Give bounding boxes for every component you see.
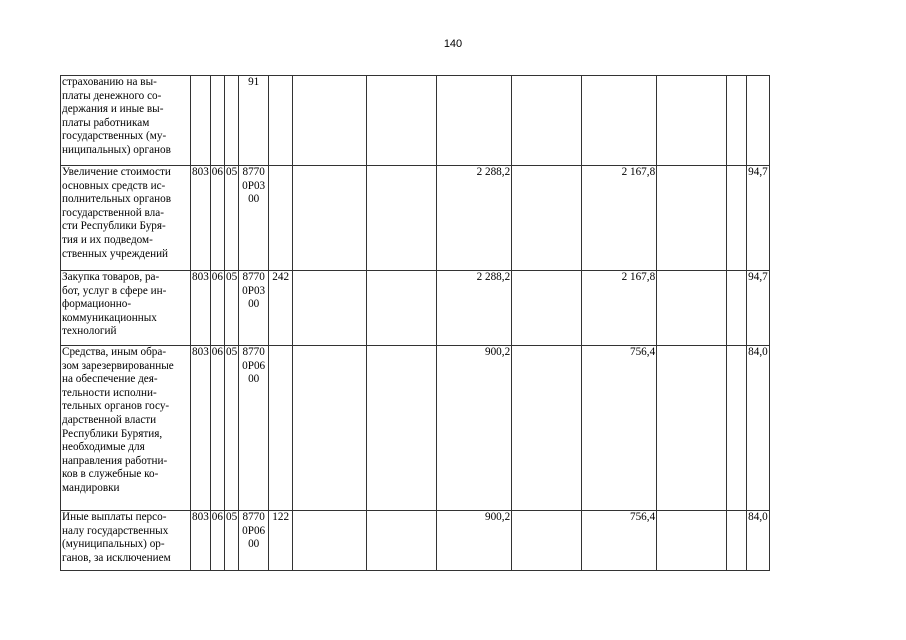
value-cell-10 bbox=[512, 76, 582, 166]
expense-type-cell bbox=[269, 166, 293, 271]
expense-type-cell: 122 bbox=[269, 511, 293, 571]
value-cell-10 bbox=[512, 511, 582, 571]
plan-amount-cell: 2 288,2 bbox=[437, 271, 512, 346]
target-article-cell: 8770 0Р06 00 bbox=[239, 346, 269, 511]
target-article-cell: 8770 0Р03 00 bbox=[239, 271, 269, 346]
expense-type-cell: 242 bbox=[269, 271, 293, 346]
target-article-cell: 8770 0Р03 00 bbox=[239, 166, 269, 271]
actual-amount-cell: 756,4 bbox=[582, 511, 657, 571]
section-cell: 06 bbox=[210, 271, 224, 346]
value-cell-13 bbox=[727, 346, 747, 511]
subsection-cell: 05 bbox=[224, 166, 238, 271]
execution-percent-cell: 94,7 bbox=[747, 271, 770, 346]
ministry-code-cell: 803 bbox=[191, 166, 211, 271]
value-cell-7 bbox=[293, 271, 367, 346]
table-row bbox=[61, 166, 770, 271]
name-cell: Увеличение стоимости основных средств ис- полнительных органов государственной вла- сти Республики Буря- тия и их подведом- ственных учреждений bbox=[61, 166, 191, 271]
value-cell-12 bbox=[657, 76, 727, 166]
name-cell: страхованию на вы- платы денежного со- держания и иные вы- платы работникам государственных (му- ниципальных) органов bbox=[61, 76, 191, 166]
budget-table bbox=[60, 75, 770, 571]
table-row bbox=[61, 271, 770, 346]
table-row bbox=[61, 346, 770, 511]
value-cell-8 bbox=[367, 271, 437, 346]
value-cell-10 bbox=[512, 346, 582, 511]
table-row bbox=[61, 511, 770, 571]
execution-percent-cell: 84,0 bbox=[747, 346, 770, 511]
value-cell-12 bbox=[657, 166, 727, 271]
plan-amount-cell: 900,2 bbox=[437, 511, 512, 571]
value-cell-8 bbox=[367, 511, 437, 571]
value-cell-7 bbox=[293, 166, 367, 271]
plan-amount-cell: 2 288,2 bbox=[437, 166, 512, 271]
ministry-code-cell: 803 bbox=[191, 271, 211, 346]
actual-amount-cell: 2 167,8 bbox=[582, 271, 657, 346]
actual-amount-cell: 756,4 bbox=[582, 346, 657, 511]
name-cell: Иные выплаты персо- налу государственных (муниципальных) ор- ганов, за исключением bbox=[61, 511, 191, 571]
ministry-code-cell: 803 bbox=[191, 511, 211, 571]
subsection-cell bbox=[224, 76, 238, 166]
section-cell bbox=[210, 76, 224, 166]
execution-percent-cell: 84,0 bbox=[747, 511, 770, 571]
plan-amount-cell bbox=[437, 76, 512, 166]
expense-type-cell bbox=[269, 76, 293, 166]
value-cell-7 bbox=[293, 346, 367, 511]
value-cell-7 bbox=[293, 511, 367, 571]
subsection-cell: 05 bbox=[224, 346, 238, 511]
target-article-cell: 91 bbox=[239, 76, 269, 166]
table-row bbox=[61, 76, 770, 166]
section-cell: 06 bbox=[210, 166, 224, 271]
subsection-cell: 05 bbox=[224, 271, 238, 346]
target-article-cell: 8770 0Р06 00 bbox=[239, 511, 269, 571]
value-cell-13 bbox=[727, 271, 747, 346]
value-cell-10 bbox=[512, 271, 582, 346]
value-cell-7 bbox=[293, 76, 367, 166]
page-number: 140 bbox=[443, 38, 463, 50]
value-cell-8 bbox=[367, 166, 437, 271]
value-cell-12 bbox=[657, 346, 727, 511]
execution-percent-cell bbox=[747, 76, 770, 166]
ministry-code-cell: 803 bbox=[191, 346, 211, 511]
value-cell-13 bbox=[727, 76, 747, 166]
ministry-code-cell bbox=[191, 76, 211, 166]
value-cell-13 bbox=[727, 511, 747, 571]
name-cell: Средства, иным обра- зом зарезервированные на обеспечение дея- тельности исполни- тельных органов госу- дарственной власти Республики Бурятия, необходимые для направления работни- ков в служебные ко- мандировки bbox=[61, 346, 191, 511]
value-cell-8 bbox=[367, 76, 437, 166]
plan-amount-cell: 900,2 bbox=[437, 346, 512, 511]
actual-amount-cell: 2 167,8 bbox=[582, 166, 657, 271]
actual-amount-cell bbox=[582, 76, 657, 166]
name-cell: Закупка товаров, ра- бот, услуг в сфере ин- формационно- коммуникационных технологий bbox=[61, 271, 191, 346]
section-cell: 06 bbox=[210, 511, 224, 571]
expense-type-cell bbox=[269, 346, 293, 511]
section-cell: 06 bbox=[210, 346, 224, 511]
value-cell-13 bbox=[727, 166, 747, 271]
value-cell-12 bbox=[657, 271, 727, 346]
value-cell-10 bbox=[512, 166, 582, 271]
value-cell-8 bbox=[367, 346, 437, 511]
execution-percent-cell: 94,7 bbox=[747, 166, 770, 271]
subsection-cell: 05 bbox=[224, 511, 238, 571]
value-cell-12 bbox=[657, 511, 727, 571]
